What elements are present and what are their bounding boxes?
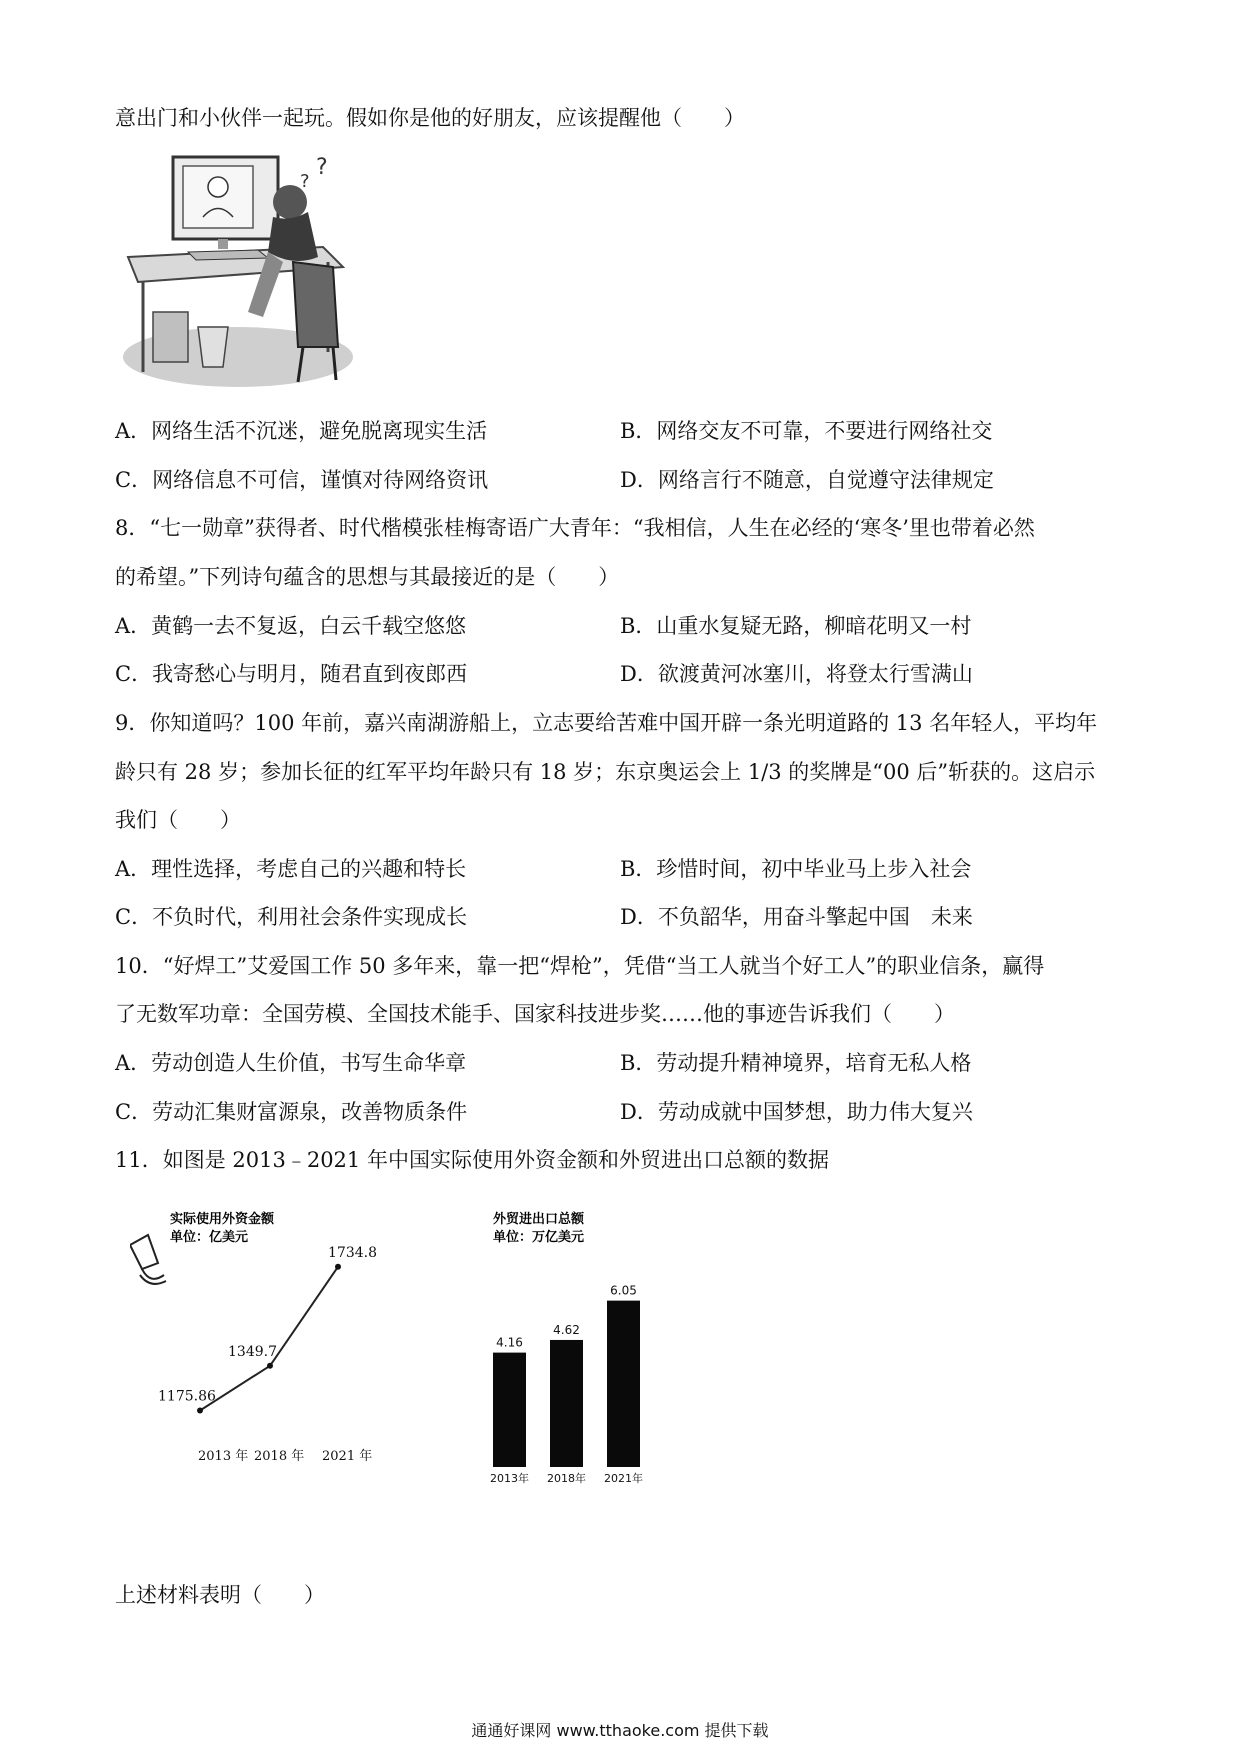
q9-option-b: B．珍惜时间，初中毕业马上步入社会 — [620, 857, 972, 881]
chart1-subtitle: 单位：亿美元 — [170, 1230, 249, 1245]
chart1-value-label: 1349.7 — [228, 1343, 277, 1360]
q7-option-d: D．网络言行不随意，自觉遵守法律规定 — [620, 468, 994, 492]
boy-at-computer-illustration — [118, 152, 378, 392]
q10-option-b: B．劳动提升精神境界，培育无私人格 — [620, 1051, 972, 1075]
chart1-tick-label: 2013 年 — [198, 1449, 249, 1464]
q7-option-b: B．网络交友不可靠，不要进行网络社交 — [620, 419, 993, 443]
foreign-trade-bar-chart — [475, 1205, 675, 1485]
svg-text:?: ? — [300, 171, 310, 192]
q9-stem-line-2: 龄只有 28 岁；参加长征的红军平均年龄只有 18 岁；东京奥运会上 1/3 的奖牌是“00 后”斩获的。这启示 — [115, 760, 1096, 784]
q10-stem-line-1: 10．“好焊工”艾爱国工作 50 多年来，靠一把“焊枪”，凭借“当工人就当个好工人”的职业信条，赢得 — [115, 954, 1045, 978]
page-footer: 通通好课网 www.tthaoke.com 提供下载 — [471, 1721, 769, 1740]
q7-option-a: A．网络生活不沉迷，避免脱离现实生活 — [115, 419, 488, 443]
q11-stem: 11．如图是 2013﹣2021 年中国实际使用外资金额和外贸进出口总额的数据 — [115, 1148, 829, 1172]
chart1-title: 实际使用外资金额 — [170, 1212, 275, 1227]
chart2-tick-label: 2013年 — [490, 1472, 529, 1485]
q9-option-c: C．不负时代，利用社会条件实现成长 — [115, 905, 468, 929]
q10-option-c: C．劳动汇集财富源泉，改善物质条件 — [115, 1100, 468, 1124]
chart2-tick-label: 2021年 — [604, 1472, 643, 1485]
chart1-value-label: 1175.86 — [158, 1388, 216, 1405]
q10-option-a: A．劳动创造人生价值，书写生命华章 — [115, 1051, 467, 1075]
chart2-tick-label: 2018年 — [547, 1472, 586, 1485]
foreign-investment-line-chart — [130, 1205, 430, 1470]
q8-stem-line-1: 8．“七一勋章”获得者、时代楷模张桂梅寄语广大青年：“我相信，人生在必经的‘寒冬’里也带着必然 — [115, 516, 1035, 540]
chart1-series-line — [200, 1267, 338, 1411]
chart2-value-label: 4.62 — [553, 1322, 580, 1337]
q11-after-stem: 上述材料表明（ ） — [115, 1583, 325, 1607]
q8-option-d: D．欲渡黄河冰塞川，将登太行雪满山 — [620, 662, 973, 686]
svg-text:?: ? — [316, 155, 328, 180]
chart1-point — [197, 1407, 203, 1413]
q9-option-d: D．不负韶华，用奋斗擎起中国 未来 — [620, 905, 973, 929]
q7-option-c: C．网络信息不可信，谨慎对待网络资讯 — [115, 468, 489, 492]
q9-stem-line-3: 我们（ ） — [115, 808, 241, 832]
q9-stem-line-1: 9．你知道吗？100 年前，嘉兴南湖游船上，立志要给苦难中国开辟一条光明道路的 13 名年轻人，平均年 — [115, 711, 1098, 735]
q8-option-a: A．黄鹤一去不复返，白云千载空悠悠 — [115, 614, 467, 638]
chart2-title: 外贸进出口总额 — [493, 1212, 585, 1227]
q7-stem-tail: 意出门和小伙伴一起玩。假如你是他的好朋友，应该提醒他（ ） — [115, 106, 745, 130]
chart2-bar — [550, 1340, 583, 1467]
q8-stem-line-2: 的希望。”下列诗句蕴含的思想与其最接近的是（ ） — [115, 565, 620, 589]
chart1-tick-label: 2021 年 — [322, 1449, 373, 1464]
chart2-subtitle: 单位：万亿美元 — [493, 1230, 585, 1245]
chart2-bar — [493, 1353, 526, 1467]
chart1-point — [267, 1363, 273, 1369]
q10-option-d: D．劳动成就中国梦想，助力伟大复兴 — [620, 1100, 973, 1124]
q9-option-a: A．理性选择，考虑自己的兴趣和特长 — [115, 857, 467, 881]
chart1-point — [335, 1264, 341, 1270]
chart1-value-label: 1734.8 — [328, 1244, 377, 1261]
hand-icon — [130, 1235, 166, 1284]
chart2-value-label: 4.16 — [496, 1335, 523, 1350]
q10-stem-line-2: 了无数军功章：全国劳模、全国技术能手、国家科技进步奖……他的事迹告诉我们（ ） — [115, 1002, 955, 1026]
q8-option-c: C．我寄愁心与明月，随君直到夜郎西 — [115, 662, 468, 686]
chart1-tick-label: 2018 年 — [254, 1449, 305, 1464]
chart2-bar — [607, 1301, 640, 1467]
chart2-value-label: 6.05 — [610, 1283, 637, 1298]
q8-option-b: B．山重水复疑无路，柳暗花明又一村 — [620, 614, 972, 638]
